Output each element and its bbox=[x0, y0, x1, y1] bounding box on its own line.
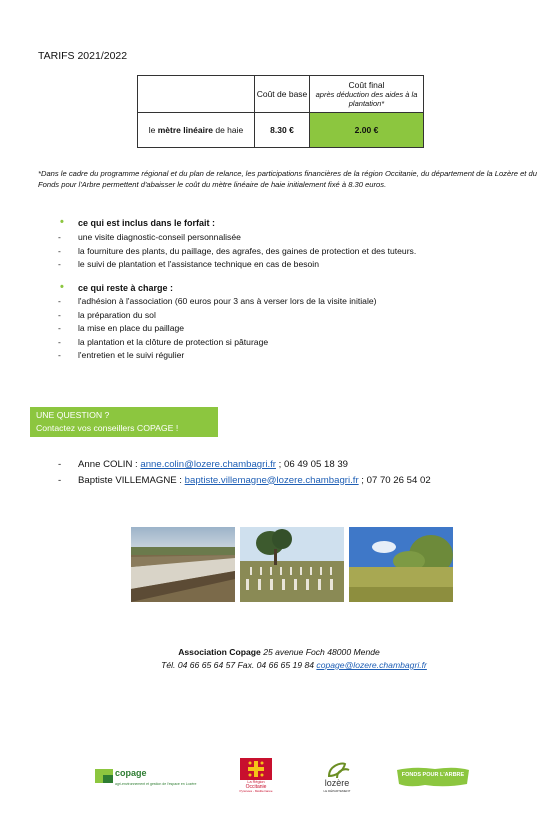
dash: - bbox=[58, 245, 61, 256]
photo-hedge-field bbox=[349, 527, 453, 602]
question-banner bbox=[30, 407, 218, 437]
copage-logo-text: copage bbox=[115, 768, 147, 778]
fonds-pour-larbre-logo bbox=[395, 766, 471, 788]
dash: - bbox=[58, 232, 61, 242]
dash: - bbox=[58, 309, 61, 320]
dash: - bbox=[58, 350, 61, 360]
list-item-text: la mise en place du paillage bbox=[78, 323, 185, 333]
list-item bbox=[58, 309, 377, 323]
association-name: Association Copage bbox=[178, 647, 261, 657]
copage-logo bbox=[93, 767, 223, 793]
row-label-suffix: de haie bbox=[213, 125, 244, 135]
row-label-bold: mètre linéaire bbox=[157, 125, 213, 135]
charge-heading bbox=[60, 281, 174, 293]
charge-list bbox=[58, 295, 377, 363]
green-bullet-icon: • bbox=[60, 216, 64, 228]
list-item-text: le suivi de plantation et l'assistance technique en cas de besoin bbox=[78, 259, 319, 269]
tarifs-table bbox=[137, 75, 424, 148]
charge-heading-text: ce qui reste à charge : bbox=[78, 283, 174, 293]
dash: - bbox=[58, 336, 61, 347]
list-item-text: la plantation et la clôture de protection si pâturage bbox=[78, 336, 269, 347]
lozere-leaf-icon bbox=[315, 760, 359, 780]
occitanie-logo bbox=[238, 758, 274, 796]
contact-row bbox=[58, 473, 431, 489]
col-final-subtitle: après déduction des aides à la plantation* bbox=[315, 90, 418, 108]
funding-note: *Dans le cadre du programme régional et du plan de relance, les participations financières de la région Occitanie, du département de la Lozère et du Fonds pour l'Arbre permettent d'abaisser le coût du mètre linéaire de haie initialement fixé à 8.30 euros. bbox=[38, 169, 537, 189]
association-contact bbox=[0, 660, 558, 670]
included-heading-text: ce qui est inclus dans le forfait : bbox=[78, 218, 216, 228]
col-header-base: Coût de base bbox=[255, 76, 310, 113]
list-item bbox=[58, 295, 377, 309]
final-price: 2.00 € bbox=[310, 113, 424, 148]
base-price: 8.30 € bbox=[255, 113, 310, 148]
list-item-text: l'entretien et le suivi régulier bbox=[78, 350, 185, 360]
page-title: TARIFS 2021/2022 bbox=[38, 50, 128, 62]
association-phone-fax: Tél. 04 66 65 64 57 Fax. 04 66 65 19 84 bbox=[161, 660, 317, 670]
contact-name: Baptiste VILLEMAGNE : bbox=[78, 474, 185, 486]
association-email-link[interactable]: copage@lozere.chambagri.fr bbox=[316, 660, 427, 670]
list-item bbox=[58, 336, 377, 350]
photo-mulched-hedge bbox=[131, 527, 235, 602]
photo-planted-rows bbox=[240, 527, 344, 602]
row-label bbox=[138, 113, 255, 148]
occitanie-line3: Pyrénées - Méditerranée bbox=[239, 789, 273, 793]
association-address: 25 avenue Foch 48000 Mende bbox=[260, 647, 380, 657]
occitanie-cross-icon bbox=[240, 758, 272, 780]
green-bullet-icon: • bbox=[60, 281, 64, 293]
list-item-text: la préparation du sol bbox=[78, 309, 156, 320]
contacts-list bbox=[58, 457, 431, 488]
question-line2: Contactez vos conseillers COPAGE ! bbox=[36, 422, 179, 433]
contact-phone: ; 06 49 05 18 39 bbox=[275, 459, 348, 470]
list-item-text: la fourniture des plants, du paillage, des agrafes, des gaines de protection et des tuteurs. bbox=[78, 245, 417, 256]
dash: - bbox=[58, 474, 62, 486]
contact-email-link[interactable]: baptiste.villemagne@lozere.chambagri.fr bbox=[184, 474, 359, 486]
included-list bbox=[58, 231, 416, 272]
contact-phone: ; 07 70 26 54 02 bbox=[358, 474, 431, 486]
dash: - bbox=[58, 259, 61, 269]
list-item-text: une visite diagnostic-conseil personnalisée bbox=[78, 232, 241, 242]
col-final-title: Coût final bbox=[348, 80, 385, 90]
dash: - bbox=[58, 323, 61, 333]
fonds-logo-text: FONDS POUR L'ARBRE bbox=[401, 772, 465, 778]
lozere-logo-sub: LE DÉPARTEMENT bbox=[323, 789, 351, 793]
col-header-final bbox=[310, 76, 424, 113]
list-item bbox=[58, 231, 416, 245]
lozere-logo bbox=[315, 760, 359, 796]
contact-email-link[interactable]: anne.colin@lozere.chambagri.fr bbox=[140, 459, 276, 470]
included-heading bbox=[60, 216, 216, 228]
list-item bbox=[58, 258, 416, 272]
lozere-logo-text: lozère bbox=[324, 778, 350, 788]
list-item bbox=[58, 322, 377, 336]
table-empty-cell bbox=[138, 76, 255, 113]
list-item-text: l'adhésion à l'association (60 euros pour 3 ans à verser lors de la visite initiale) bbox=[78, 296, 377, 306]
row-label-prefix: le bbox=[148, 125, 158, 135]
association-line bbox=[0, 647, 558, 657]
contact-name: Anne COLIN : bbox=[78, 459, 141, 470]
dash: - bbox=[58, 459, 62, 470]
copage-logo-tagline: agri-environnement et gestion de l'espace en Lozère bbox=[115, 782, 197, 786]
question-line1: UNE QUESTION ? bbox=[36, 410, 110, 420]
occitanie-line1: La Région bbox=[247, 780, 265, 784]
list-item bbox=[58, 349, 377, 363]
dash: - bbox=[58, 296, 61, 306]
occitanie-line2: Occitanie bbox=[245, 783, 267, 790]
contact-row bbox=[58, 457, 431, 473]
list-item bbox=[58, 245, 416, 259]
